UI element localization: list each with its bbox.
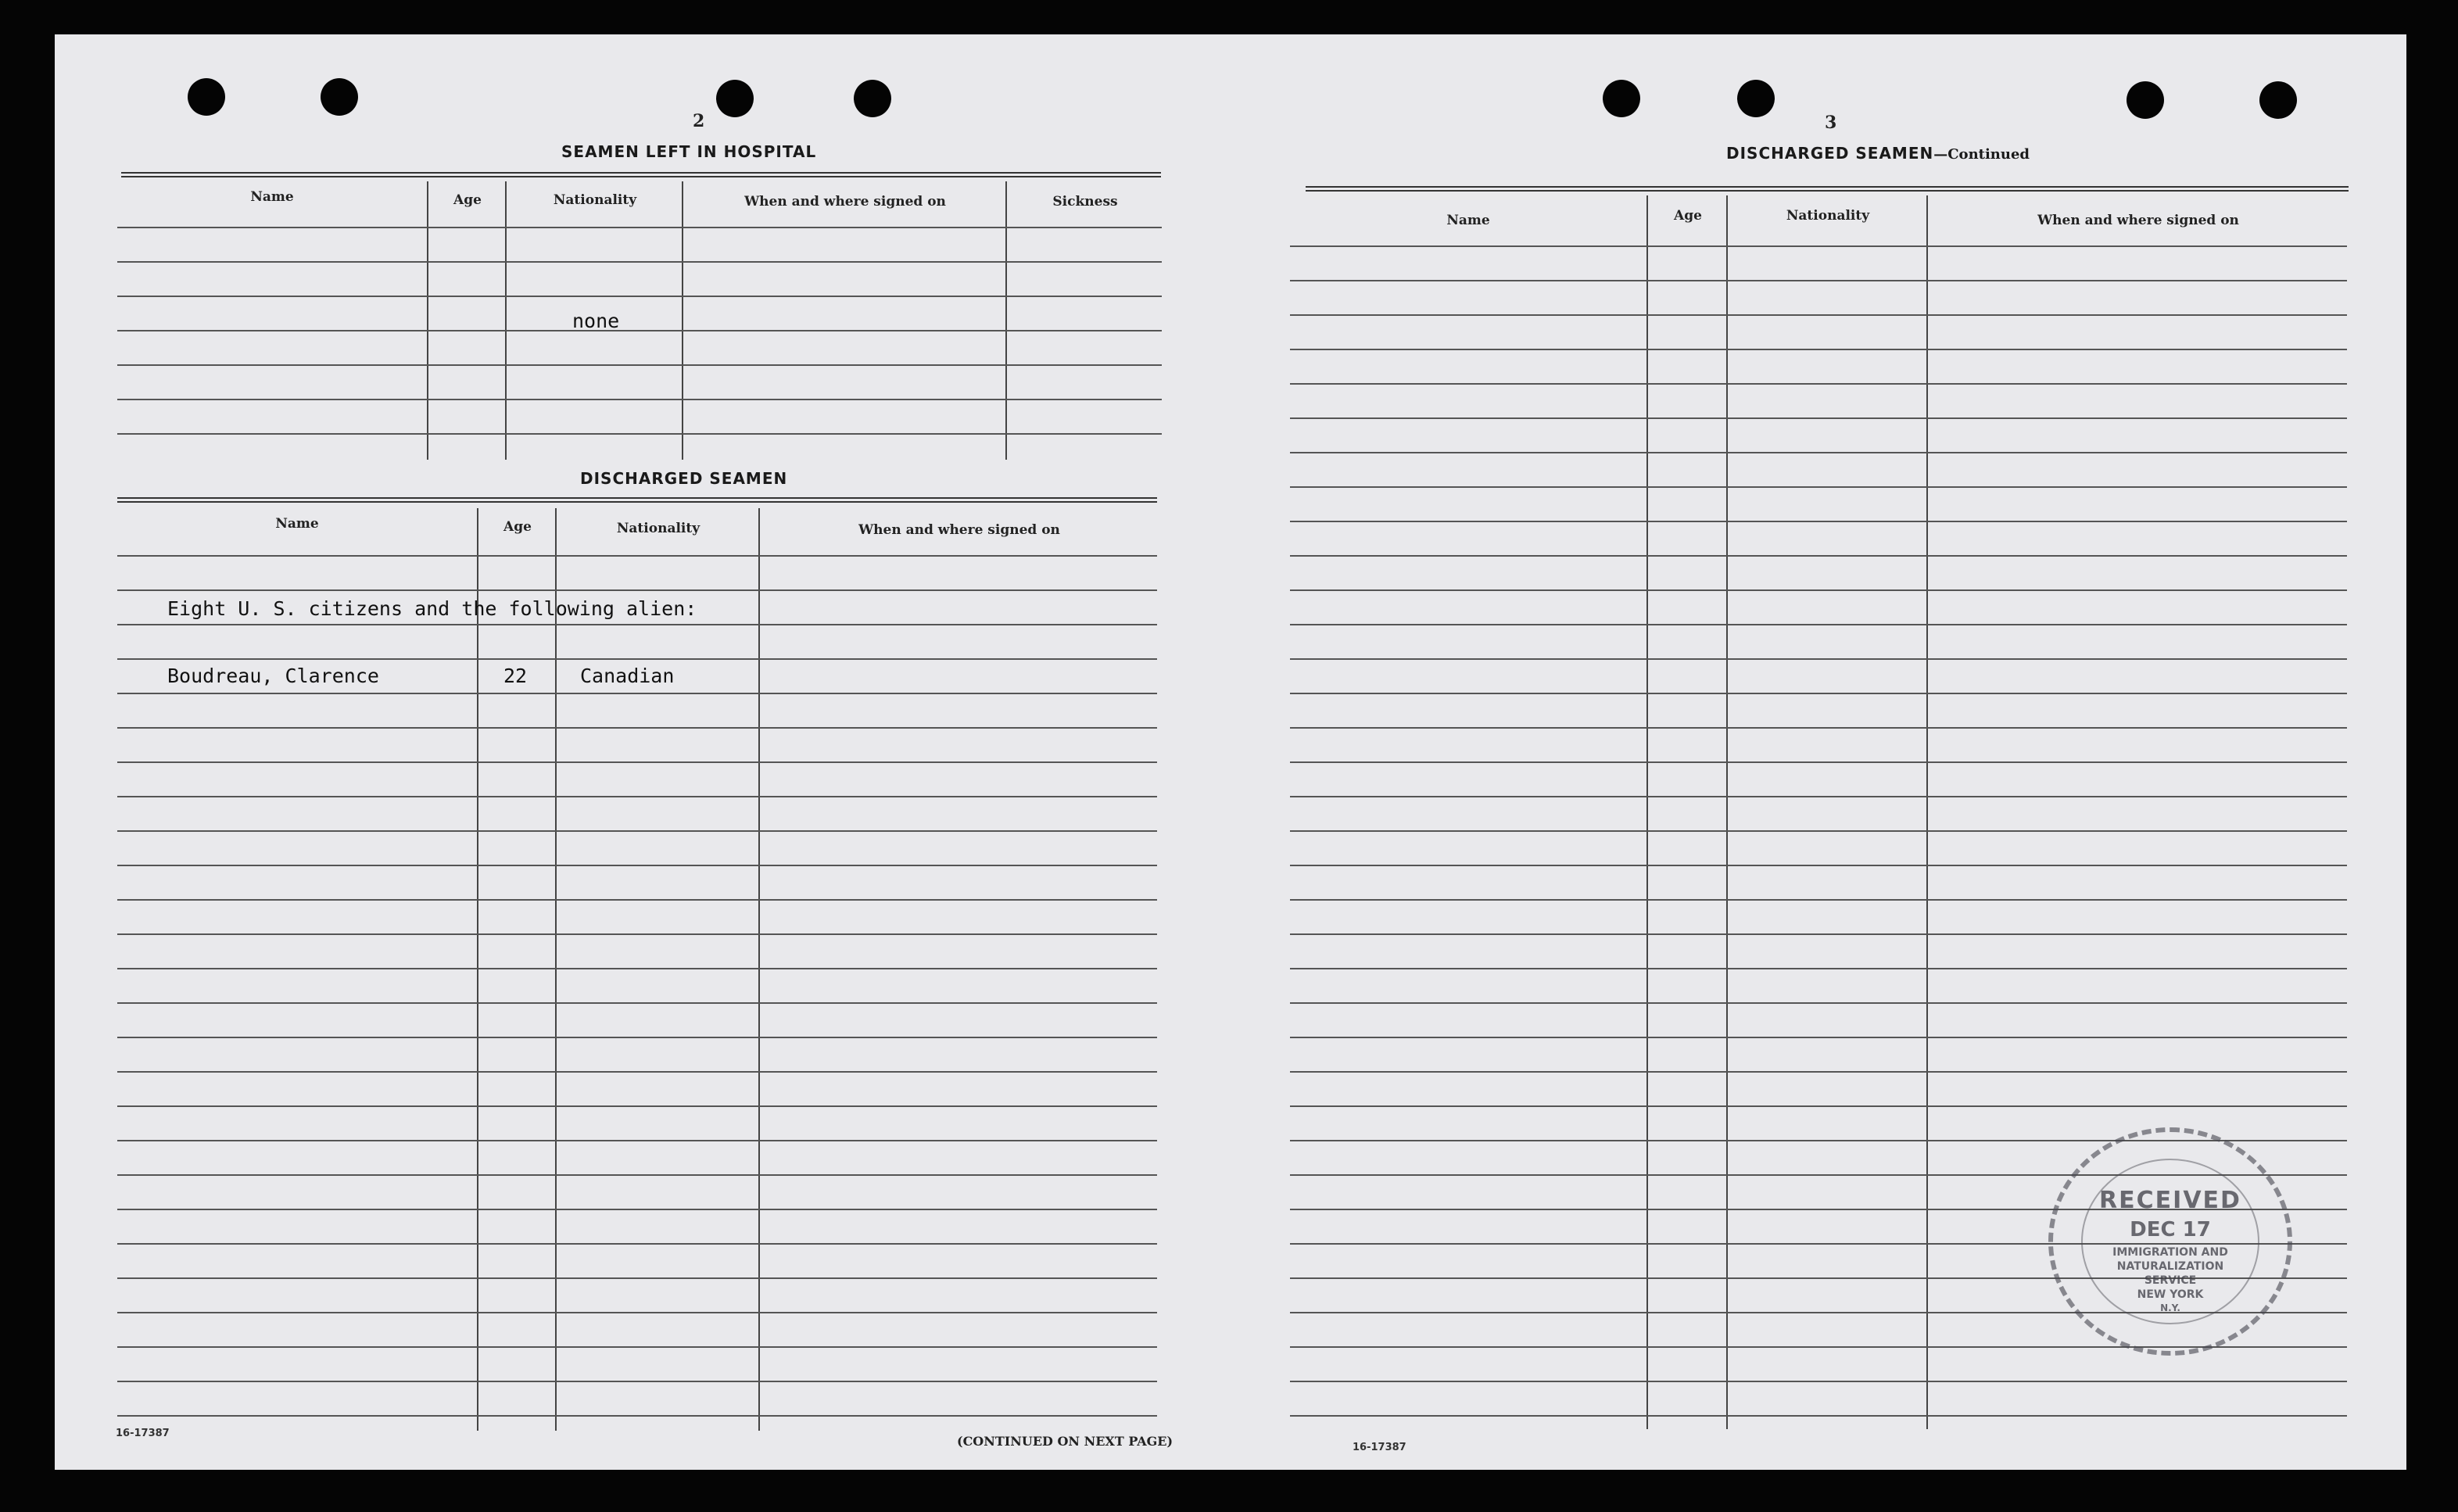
- col-age: [477, 508, 557, 1431]
- continued-footer: (CONTINUED ON NEXT PAGE): [957, 1434, 1173, 1449]
- discharged-continued-heading: [1726, 144, 2030, 163]
- right-page: [1274, 34, 2400, 1470]
- column-header: When and where signed on: [858, 522, 1060, 538]
- ledger-sheet: [55, 34, 2406, 1470]
- col-nationality: [555, 508, 760, 1431]
- left-page: [117, 34, 1227, 1470]
- col-name: [117, 181, 427, 460]
- form-number: 16-17387: [1353, 1442, 1406, 1453]
- column-header: Sickness: [1052, 194, 1118, 210]
- column-header: When and where signed on: [2037, 213, 2239, 228]
- stamp-date: DEC 17: [2130, 1218, 2211, 1241]
- column-header: Age: [503, 519, 532, 535]
- hospital-entry: none: [572, 310, 620, 332]
- double-rule: [1306, 186, 2349, 192]
- column-header: Nationality: [616, 521, 700, 536]
- stamp-line: NEW YORK: [2137, 1288, 2204, 1301]
- row-rule: [117, 433, 1162, 435]
- row-rule: [117, 296, 1162, 297]
- col-signed-on: [758, 508, 1159, 1431]
- column-header: Name: [250, 189, 294, 205]
- page-number: 2: [693, 111, 705, 131]
- form-number: 16-17387: [116, 1428, 170, 1439]
- column-header: Name: [275, 516, 319, 532]
- stamp-word: RECEIVED: [2099, 1187, 2241, 1214]
- heading-continued: —Continued: [1933, 146, 2030, 163]
- seaman-nationality: Canadian: [580, 665, 675, 687]
- column-header: Nationality: [553, 192, 637, 208]
- heading-main: DISCHARGED SEAMEN: [1726, 144, 1934, 163]
- column-header: When and where signed on: [744, 194, 946, 210]
- row-rule: [117, 399, 1162, 400]
- alien-note: Eight U. S. citizens and the following alien:: [167, 597, 697, 620]
- stamp-line: SERVICE: [2144, 1274, 2197, 1287]
- double-rule: [117, 497, 1157, 503]
- col-signed-on: [682, 181, 1007, 460]
- hospital-heading: SEAMEN LEFT IN HOSPITAL: [561, 142, 817, 161]
- row-rule: [117, 364, 1162, 366]
- header-rule: [117, 227, 1162, 228]
- stamp-line: N.Y.: [2160, 1302, 2180, 1313]
- col-age: [427, 181, 507, 460]
- column-header: Name: [1446, 213, 1490, 228]
- discharged-table: [117, 508, 1157, 1431]
- col-sickness: [1005, 181, 1163, 460]
- received-stamp: [2048, 1127, 2292, 1356]
- stamp-line: NATURALIZATION: [2116, 1260, 2224, 1273]
- double-rule: [121, 172, 1161, 177]
- column-header: Age: [1674, 208, 1702, 224]
- stamp-line: IMMIGRATION AND: [2112, 1246, 2228, 1259]
- seaman-age: 22: [503, 665, 528, 687]
- row-rule: [117, 261, 1162, 263]
- seaman-name: Boudreau, Clarence: [167, 665, 379, 687]
- page-number: 3: [1825, 113, 1837, 133]
- row-rule: [117, 330, 1162, 331]
- hospital-table: [117, 181, 1162, 460]
- col-name: [117, 508, 477, 1431]
- column-header: Nationality: [1786, 208, 1870, 224]
- discharged-heading: DISCHARGED SEAMEN: [580, 469, 788, 488]
- column-header: Age: [453, 192, 482, 208]
